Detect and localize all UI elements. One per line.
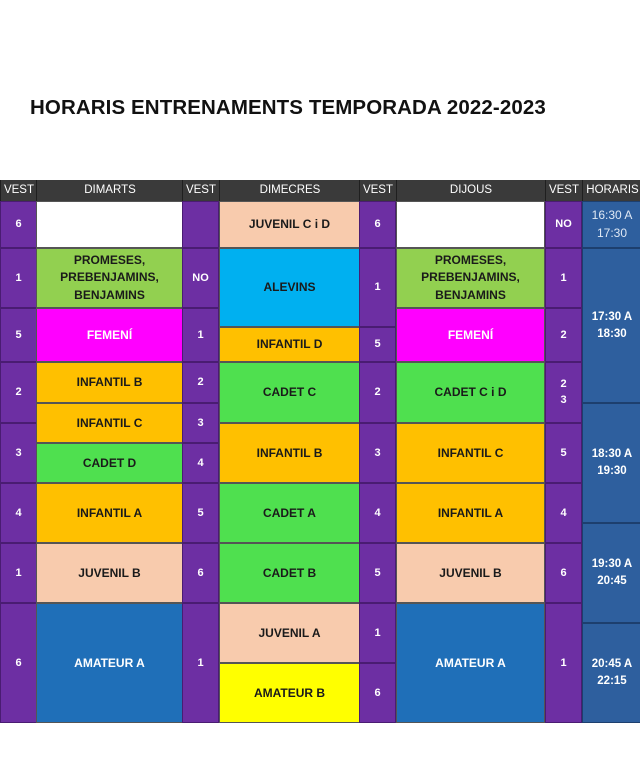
vest-cell: 6 [182,543,219,603]
horaris-cell: 16:30 A 17:30 [582,201,640,248]
dijous-cell: INFANTIL A [396,483,545,543]
dijous-cell: AMATEUR A [396,603,545,723]
horaris-cell: 18:30 A 19:30 [582,403,640,523]
vest-cell: 2 [0,362,37,423]
header-dijous: DIJOUS [396,180,545,201]
header-dimecres: DIMECRES [219,180,360,201]
vest-cell: 3 [0,423,37,483]
header-vest: VEST [359,180,396,201]
dimarts-cell: INFANTIL A [36,483,183,543]
dijous-cell: FEMENÍ [396,308,545,362]
vest-cell: 1 [182,603,219,723]
vest-cell: 5 [545,423,582,483]
dimecres-cell: ALEVINS [219,248,360,327]
dimecres-cell: INFANTIL D [219,327,360,362]
vest-cell: 1 [0,543,37,603]
dimecres-cell: CADET C [219,362,360,423]
vest-cell: 2 [545,308,582,362]
horaris-cell: 20:45 A 22:15 [582,623,640,723]
vest-cell: 4 [545,483,582,543]
dimecres-cell: AMATEUR B [219,663,360,723]
header-dimarts: DIMARTS [36,180,183,201]
header-vest: VEST [182,180,219,201]
vest-cell: 6 [359,201,396,248]
dimecres-cell: JUVENIL C i D [219,201,360,248]
vest-cell: 1 [545,603,582,723]
vest-cell: 1 [359,248,396,327]
vest-cell: NO [545,201,582,248]
vest-cell: 2 [359,362,396,423]
dimarts-cell: INFANTIL C [36,403,183,443]
vest-cell: 1 [359,603,396,663]
vest-cell: 2 [182,362,219,403]
vest-cell: 3 [182,403,219,443]
vest-cell: 1 [0,248,37,308]
dijous-cell: JUVENIL B [396,543,545,603]
dimarts-cell: PROMESES, PREBENJAMINS, BENJAMINS [36,248,183,308]
vest-cell [182,201,219,248]
vest-cell: 1 [545,248,582,308]
vest-cell: NO [182,248,219,308]
vest-cell: 3 [359,423,396,483]
vest-cell: 6 [359,663,396,723]
dimarts-cell: FEMENÍ [36,308,183,362]
dimecres-cell: CADET A [219,483,360,543]
dimarts-cell: AMATEUR A [36,603,183,723]
dimarts-cell: INFANTIL B [36,362,183,403]
header-vest: VEST [0,180,37,201]
vest-cell: 2 3 [545,362,582,423]
vest-cell: 5 [182,483,219,543]
dimecres-cell: JUVENIL A [219,603,360,663]
vest-cell: 1 [182,308,219,362]
vest-cell: 5 [359,543,396,603]
dimarts-cell [36,201,183,248]
dijous-cell [396,201,545,248]
vest-cell: 6 [0,603,37,723]
vest-cell: 5 [359,327,396,362]
dijous-cell: PROMESES, PREBENJAMINS, BENJAMINS [396,248,545,308]
dimarts-cell: JUVENIL B [36,543,183,603]
dimarts-cell: CADET D [36,443,183,483]
horaris-cell: 19:30 A 20:45 [582,523,640,623]
vest-cell: 4 [359,483,396,543]
vest-cell: 4 [182,443,219,483]
vest-cell: 4 [0,483,37,543]
dijous-cell: CADET C i D [396,362,545,423]
vest-cell: 5 [0,308,37,362]
horaris-cell: 17:30 A 18:30 [582,248,640,403]
vest-cell: 6 [545,543,582,603]
dimecres-cell: INFANTIL B [219,423,360,483]
header-vest: VEST [545,180,582,201]
vest-cell: 6 [0,201,37,248]
page-title: HORARIS ENTRENAMENTS TEMPORADA 2022-2023 [30,96,546,119]
dimecres-cell: CADET B [219,543,360,603]
dijous-cell: INFANTIL C [396,423,545,483]
header-horaris: HORARIS [582,180,640,201]
